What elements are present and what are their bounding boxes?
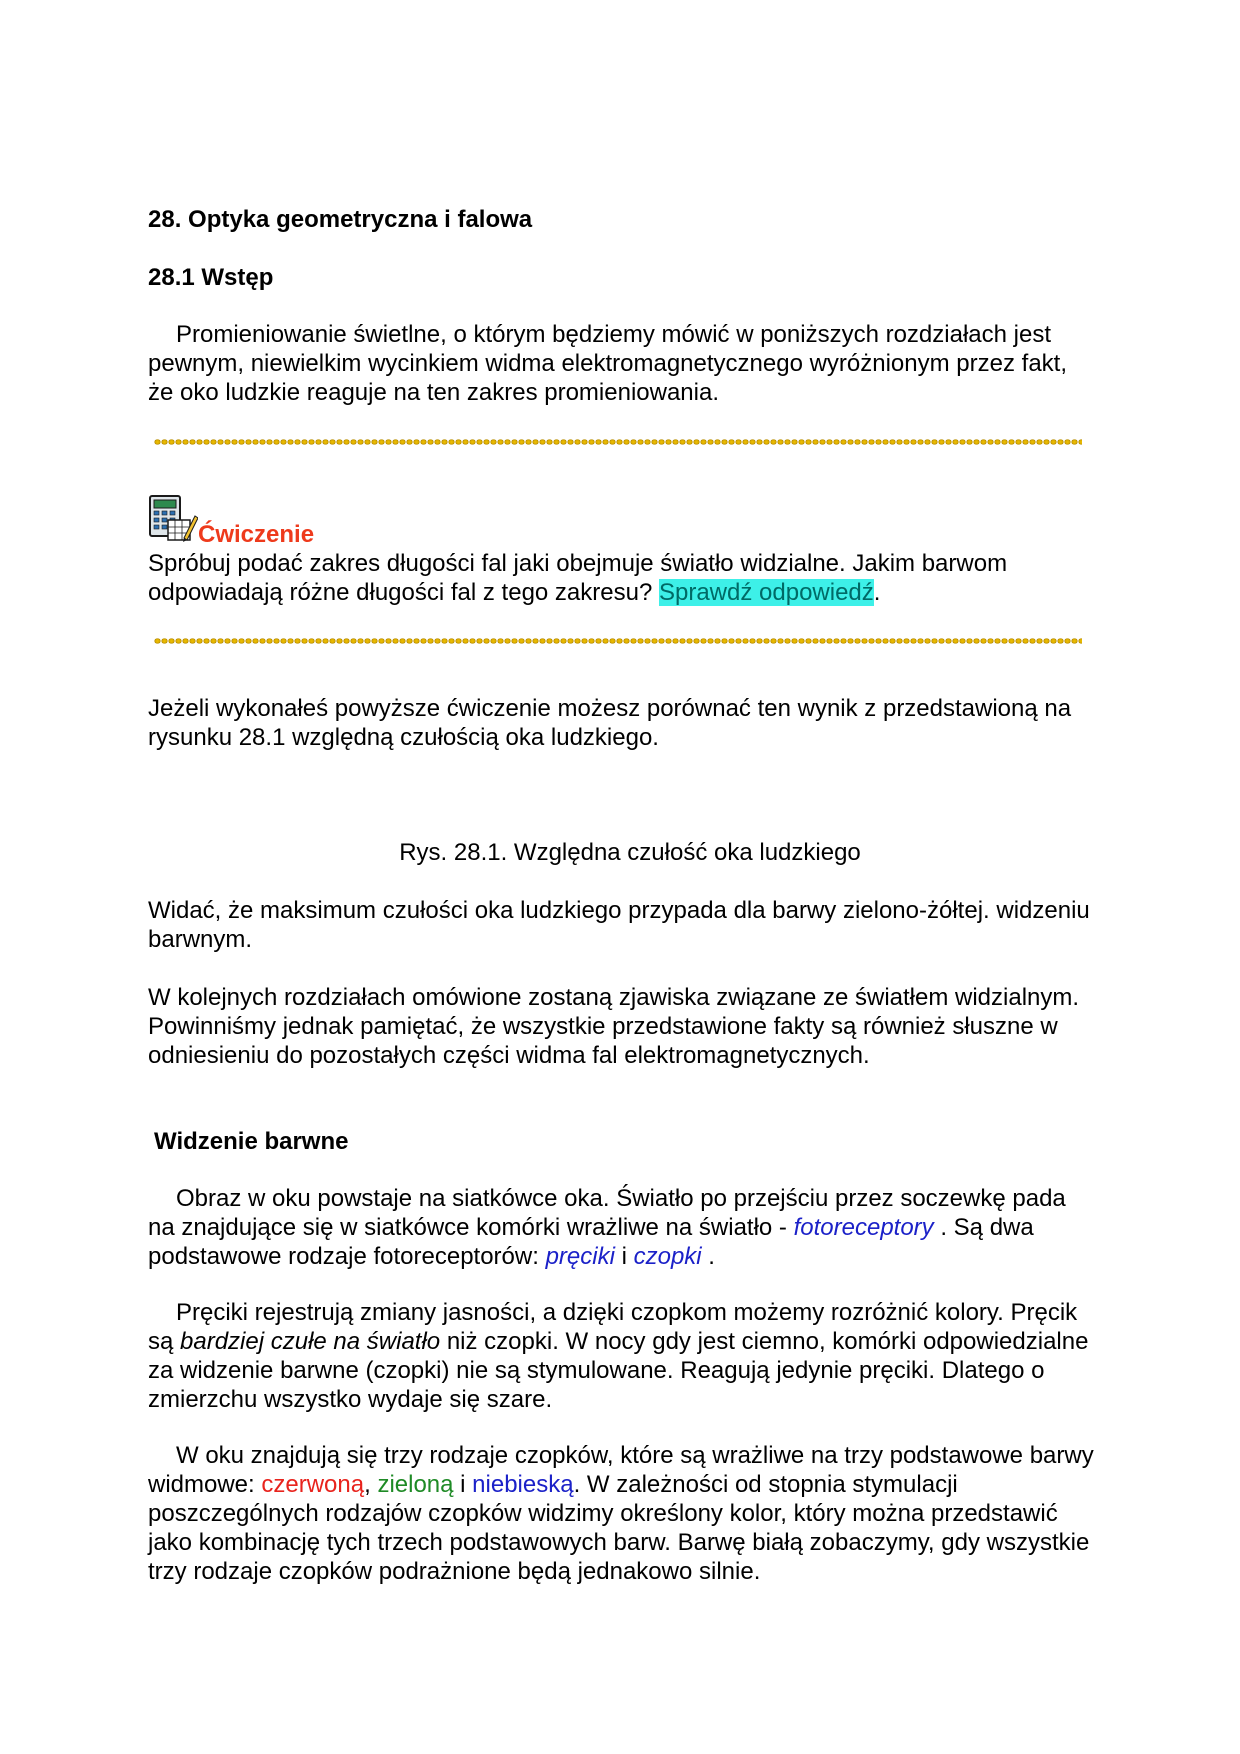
chapter-title: 28. Optyka geometryczna i falowa <box>148 206 533 233</box>
exercise-title: Ćwiczenie <box>198 521 315 548</box>
p3-sep1: , <box>364 1471 378 1498</box>
p3-text-a: W oku znajdują się trzy rodzaje czopków, które są wrażliwe na trzy podstawowe barwy widmowe: <box>148 1442 1094 1498</box>
dotted-divider-top <box>154 438 1082 446</box>
rods-paragraph <box>148 1298 1098 1414</box>
p2-text-b: niż czopki. W nocy gdy jest ciemno, komórki odpowiedzialne za widzenie barwne (czopki) nie są stymulowane. Reagują jedynie pręciki. Dlatego o zmierzchu wszystko wydaje się szare. <box>148 1328 1089 1413</box>
red-color-word: czerwoną <box>261 1471 365 1498</box>
green-color-word: zieloną <box>377 1471 454 1498</box>
photoreceptors-paragraph <box>148 1184 1098 1271</box>
after-exercise-paragraph: Jeżeli wykonałeś powyższe ćwiczenie możesz porównać ten wynik z przedstawioną na rysunku 28.1 względną czułością oka ludzkiego. <box>148 695 1072 751</box>
dotted-divider-bottom <box>154 637 1082 645</box>
section-title: 28.1 Wstęp <box>148 264 274 291</box>
cones-paragraph <box>148 1441 1098 1586</box>
p2-text-a: Pręciki rejestrują zmiany jasności, a dzięki czopkom możemy rozróżnić kolory. Pręcik są <box>148 1299 1078 1355</box>
check-answer-link[interactable]: Sprawdź odpowiedź <box>658 579 874 606</box>
p1-end: . <box>701 1243 715 1270</box>
intro-paragraph <box>148 320 1098 407</box>
blue-color-word: niebieską <box>472 1471 574 1498</box>
figure-caption-text: Rys. 28.1. Względna czułość oka ludzkiego <box>399 839 861 866</box>
p2-emphasis: bardziej czułe na światło <box>180 1328 441 1355</box>
exercise-text: Spróbuj podać zakres długości fal jaki obejmuje światło widzialne. Jakim barwom odpowiadają różne długości fal z tego zakresu? <box>148 550 1008 606</box>
p3-text-b: . W zależności od stopnia stymulacji poszczególnych rodzajów czopków widzimy określony kolor, który można przedstawić jako kombinację tych trzech podstawowych barw. Barwę białą zobaczymy, gdy wszystkie trzy rodzaje czopków podrażnione będą jednakowo silnie. <box>148 1471 1090 1585</box>
figure-caption <box>0 838 1240 867</box>
calculator-pencil-icon <box>148 494 198 544</box>
rods-term: pręciki <box>545 1243 615 1270</box>
p1-text-a: Obraz w oku powstaje na siatkówce oka. Światło po przejściu przez soczewkę pada na znajdujące się w siatkówce komórki wrażliwe na światło - <box>148 1185 1066 1241</box>
exercise-paragraph <box>148 549 1098 607</box>
cones-term: czopki <box>633 1243 702 1270</box>
p1-text-b: . Są dwa podstawowe rodzaje fotoreceptorów: <box>148 1214 1034 1270</box>
further-chapters-paragraph: W kolejnych rozdziałach omówione zostaną zjawiska związane ze światłem widzialnym. Powinniśmy jednak pamiętać, że wszystkie przedstawione fakty są również słuszne w odniesieniu do pozostałych części widma fal elektromagnetycznych. <box>148 984 1080 1069</box>
p3-sep2: i <box>453 1471 473 1498</box>
photoreceptors-term: fotoreceptory <box>793 1214 934 1241</box>
color-vision-heading: Widzenie barwne <box>154 1128 349 1155</box>
intro-text: Promieniowanie świetlne, o którym będziemy mówić w poniższych rozdziałach jest pewnym, niewielkim wycinkiem widma elektromagnetycznego wyróżnionym przez fakt, że oko ludzkie reaguje na ten zakres promieniowania. <box>148 321 1067 406</box>
max-sensitivity-paragraph: Widać, że maksimum czułości oka ludzkiego przypada dla barwy zielono-żółtej. widzeniu barwnym. <box>148 897 1090 953</box>
p1-and: i <box>614 1243 634 1270</box>
exercise-end: . <box>873 579 881 606</box>
